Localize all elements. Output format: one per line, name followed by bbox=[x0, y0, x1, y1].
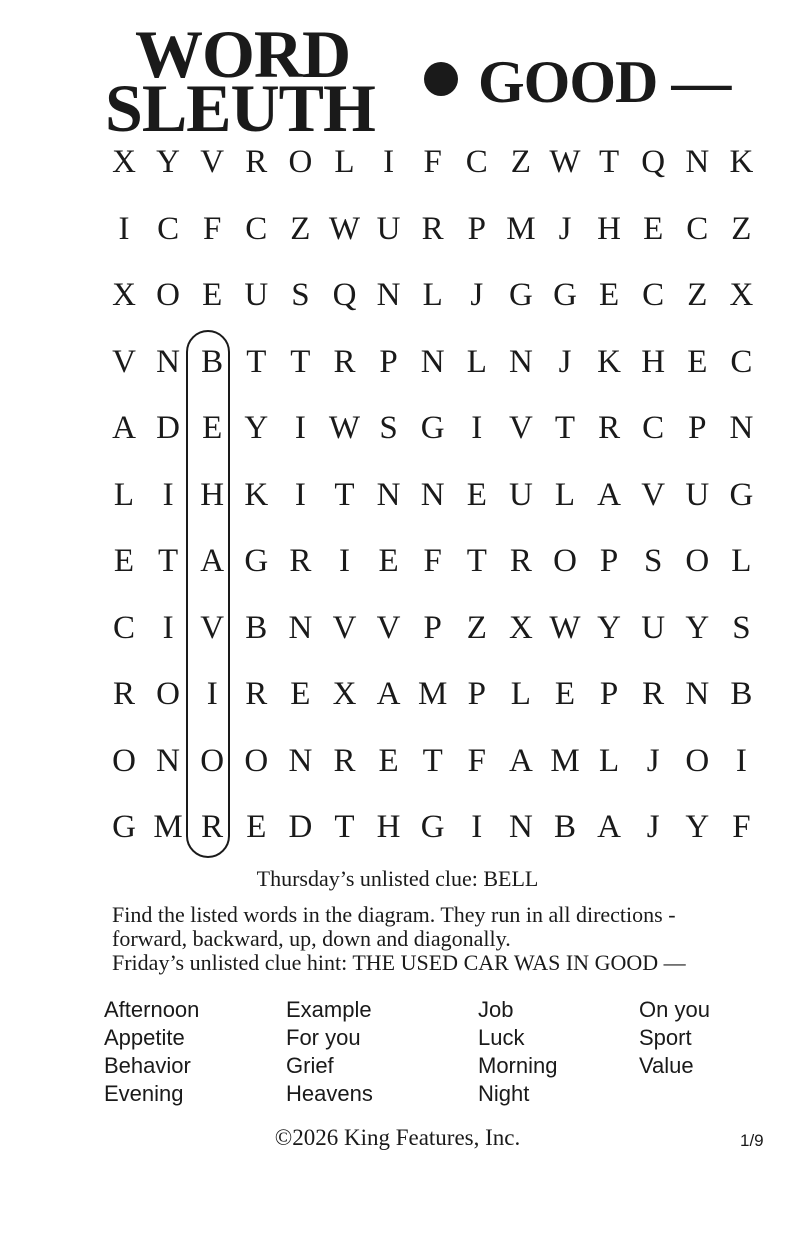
grid-letter[interactable]: I bbox=[162, 609, 174, 646]
grid-letter[interactable]: P bbox=[688, 410, 707, 446]
grid-letter[interactable]: G bbox=[244, 543, 269, 579]
grid-letter[interactable]: E bbox=[378, 742, 399, 779]
word-list-item[interactable]: Luck bbox=[478, 1025, 525, 1050]
grid-letter[interactable]: T bbox=[334, 476, 355, 513]
grid-letter[interactable]: T bbox=[422, 742, 443, 779]
word-list-item[interactable]: Value bbox=[639, 1053, 694, 1078]
clue-hint: Friday’s unlisted clue hint: THE USED CAR WAS IN GOOD — bbox=[112, 950, 686, 975]
grid-letter[interactable]: U bbox=[508, 476, 533, 513]
grid-letter[interactable]: U bbox=[376, 210, 401, 247]
grid-letter[interactable]: O bbox=[685, 543, 710, 579]
grid-letter[interactable]: F bbox=[467, 742, 486, 779]
grid-letter[interactable]: X bbox=[332, 676, 357, 712]
grid-letter[interactable]: C bbox=[642, 410, 665, 446]
page-number: 1/9 bbox=[740, 1131, 764, 1150]
grid-letter[interactable]: S bbox=[291, 277, 310, 313]
grid-letter[interactable]: M bbox=[550, 742, 580, 779]
grid-letter[interactable]: Z bbox=[466, 609, 487, 646]
grid-letter[interactable]: V bbox=[376, 609, 401, 646]
grid-letter[interactable]: R bbox=[421, 210, 444, 247]
grid-letter[interactable]: T bbox=[554, 410, 576, 446]
word-list-item[interactable]: Evening bbox=[104, 1081, 184, 1106]
grid-letter[interactable]: K bbox=[729, 144, 754, 180]
word-list-column bbox=[286, 996, 373, 1108]
grid-letter[interactable]: X bbox=[508, 609, 533, 646]
grid-letter[interactable]: E bbox=[687, 343, 708, 380]
grid-letter[interactable]: B bbox=[245, 609, 268, 646]
grid-letter[interactable]: D bbox=[288, 809, 313, 845]
grid-letter[interactable]: Q bbox=[332, 277, 357, 313]
title-word: WORD bbox=[135, 16, 351, 92]
grid-letter[interactable]: Y bbox=[244, 410, 269, 446]
grid-letter[interactable]: Y bbox=[156, 144, 181, 180]
grid-letter[interactable]: A bbox=[508, 742, 533, 779]
word-list-item[interactable]: Morning bbox=[478, 1053, 558, 1078]
grid-letter[interactable]: G bbox=[112, 809, 136, 845]
grid-letter[interactable]: E bbox=[246, 809, 267, 845]
grid-letter[interactable]: O bbox=[112, 742, 136, 779]
grid-letter[interactable]: R bbox=[598, 410, 621, 446]
grid-letter[interactable]: O bbox=[553, 543, 577, 579]
grid-letter[interactable]: V bbox=[508, 410, 533, 446]
grid-letter[interactable]: J bbox=[558, 210, 572, 247]
grid-letter[interactable]: E bbox=[113, 543, 135, 579]
grid-letter[interactable]: I bbox=[118, 210, 130, 247]
grid-letter[interactable]: F bbox=[203, 210, 222, 247]
grid-letter[interactable]: E bbox=[466, 476, 487, 513]
grid-letter[interactable]: O bbox=[156, 676, 181, 712]
grid-letter[interactable]: V bbox=[112, 343, 136, 380]
grid-letter[interactable]: V bbox=[332, 609, 357, 646]
grid-letter[interactable]: J bbox=[646, 809, 660, 845]
title-sleuth: SLEUTH bbox=[105, 70, 375, 146]
grid-letter[interactable]: I bbox=[735, 742, 747, 779]
grid-letter[interactable]: A bbox=[376, 676, 401, 712]
word-list-item[interactable]: For you bbox=[286, 1025, 361, 1050]
grid-letter[interactable]: N bbox=[288, 609, 313, 646]
grid-letter[interactable]: U bbox=[244, 277, 269, 313]
grid-letter[interactable]: N bbox=[420, 343, 445, 380]
grid-letter[interactable]: L bbox=[422, 277, 443, 313]
word-list-column bbox=[104, 996, 199, 1108]
grid-letter[interactable]: I bbox=[471, 410, 483, 446]
grid-letter[interactable]: Z bbox=[510, 144, 531, 180]
grid-letter[interactable]: W bbox=[328, 410, 361, 446]
word-list-column bbox=[639, 996, 710, 1080]
grid-letter[interactable]: T bbox=[246, 343, 267, 380]
grid-letter[interactable]: S bbox=[732, 609, 751, 646]
word-list-item[interactable]: Appetite bbox=[104, 1025, 185, 1050]
grid-letter[interactable]: E bbox=[202, 277, 223, 313]
grid-letter[interactable]: C bbox=[686, 210, 709, 247]
grid-letter[interactable]: P bbox=[379, 343, 398, 380]
word-list-item[interactable]: Heavens bbox=[286, 1081, 373, 1106]
grid-letter[interactable]: V bbox=[641, 476, 666, 513]
grid-letter[interactable]: F bbox=[423, 543, 442, 579]
word-list-item[interactable]: Grief bbox=[286, 1053, 334, 1078]
grid-letter[interactable]: C bbox=[465, 144, 488, 180]
word-list-item[interactable]: Sport bbox=[639, 1025, 692, 1050]
grid-letter[interactable]: H bbox=[597, 210, 622, 247]
grid-letter[interactable]: N bbox=[376, 277, 401, 313]
grid-letter[interactable]: T bbox=[290, 343, 311, 380]
word-list-item[interactable]: On you bbox=[639, 997, 710, 1022]
grid-letter[interactable]: B bbox=[730, 676, 753, 712]
grid-letter[interactable]: X bbox=[112, 144, 136, 180]
grid-letter[interactable]: G bbox=[729, 476, 754, 513]
grid-letter[interactable]: L bbox=[554, 476, 576, 513]
grid-letter[interactable]: R bbox=[509, 543, 532, 579]
grid-letter[interactable]: O bbox=[156, 277, 181, 313]
grid-letter[interactable]: P bbox=[467, 210, 486, 247]
grid-letter[interactable]: I bbox=[294, 476, 306, 513]
grid-letter[interactable]: I bbox=[294, 410, 306, 446]
grid-letter[interactable]: V bbox=[200, 144, 225, 180]
grid-letter[interactable]: L bbox=[510, 676, 531, 712]
grid-letter[interactable]: J bbox=[470, 277, 484, 313]
word-list-item[interactable]: Example bbox=[286, 997, 372, 1022]
grid-letter[interactable]: I bbox=[206, 676, 218, 712]
grid-letter[interactable]: M bbox=[418, 676, 448, 712]
grid-letter[interactable]: U bbox=[641, 609, 666, 646]
grid-letter[interactable]: B bbox=[201, 343, 224, 380]
grid-letter[interactable]: Z bbox=[687, 277, 708, 313]
grid-letter[interactable]: T bbox=[599, 144, 620, 180]
grid-letter[interactable]: L bbox=[731, 543, 752, 579]
grid-letter[interactable]: W bbox=[549, 609, 581, 646]
grid-letter[interactable]: R bbox=[112, 676, 135, 712]
grid-letter[interactable]: P bbox=[467, 676, 486, 712]
grid-letter[interactable]: A bbox=[200, 543, 225, 579]
grid-letter[interactable]: J bbox=[558, 343, 572, 380]
grid-letter[interactable]: L bbox=[599, 742, 620, 779]
grid-letter[interactable]: Y bbox=[597, 609, 622, 646]
grid-letter[interactable]: R bbox=[201, 809, 224, 845]
grid-letter[interactable]: R bbox=[245, 144, 268, 180]
grid-letter[interactable]: S bbox=[644, 543, 663, 579]
grid-letter[interactable]: T bbox=[334, 809, 355, 845]
grid-letter[interactable]: X bbox=[729, 277, 754, 313]
grid-letter[interactable]: G bbox=[508, 277, 533, 313]
grid-letter[interactable]: R bbox=[333, 343, 356, 380]
grid-letter[interactable]: Y bbox=[685, 609, 710, 646]
grid-letter[interactable]: F bbox=[732, 809, 751, 845]
grid-letter[interactable]: G bbox=[420, 809, 445, 845]
grid-letter[interactable]: P bbox=[423, 609, 442, 646]
puzzle-theme: GOOD — bbox=[478, 49, 731, 115]
grid-letter[interactable]: N bbox=[156, 742, 181, 779]
grid-letter[interactable]: N bbox=[376, 476, 401, 513]
word-list-column bbox=[478, 996, 557, 1108]
grid-letter[interactable]: E bbox=[643, 210, 664, 247]
grid-letter[interactable]: I bbox=[339, 543, 350, 579]
grid-letter[interactable]: O bbox=[200, 742, 225, 779]
instructions bbox=[112, 903, 772, 975]
grid-letter[interactable]: W bbox=[328, 210, 361, 247]
grid-letter[interactable]: K bbox=[244, 476, 269, 513]
grid-letter[interactable]: X bbox=[112, 277, 136, 313]
grid-letter[interactable]: R bbox=[642, 676, 665, 712]
word-list-item[interactable]: Night bbox=[478, 1081, 530, 1106]
grid-letter[interactable]: C bbox=[245, 210, 268, 247]
grid-letter[interactable]: C bbox=[157, 210, 180, 247]
grid-letter[interactable]: R bbox=[289, 543, 312, 579]
grid-letter[interactable]: C bbox=[642, 277, 665, 313]
grid-letter[interactable]: E bbox=[554, 676, 576, 712]
grid-letter[interactable]: A bbox=[597, 476, 622, 513]
grid-letter[interactable]: J bbox=[646, 742, 660, 779]
previous-clue: Thursday’s unlisted clue: BELL bbox=[256, 866, 539, 891]
grid-letter[interactable]: N bbox=[420, 476, 445, 513]
grid-letter[interactable]: T bbox=[158, 543, 179, 579]
grid-letter[interactable]: C bbox=[730, 343, 753, 380]
grid-letter[interactable]: M bbox=[506, 210, 536, 247]
grid-letter[interactable]: I bbox=[162, 476, 174, 513]
grid-letter[interactable]: W bbox=[549, 144, 581, 180]
grid-letter[interactable]: H bbox=[200, 476, 225, 513]
grid-letter[interactable]: N bbox=[685, 676, 710, 712]
instructions-line-2: forward, backward, up, down and diagonally. bbox=[112, 926, 511, 951]
grid-letter[interactable]: Z bbox=[290, 210, 311, 247]
grid-letter[interactable]: P bbox=[599, 676, 619, 712]
grid-letter[interactable]: R bbox=[245, 676, 268, 712]
grid-letter[interactable]: N bbox=[685, 144, 710, 180]
grid-letter[interactable]: N bbox=[508, 809, 533, 845]
grid-letter[interactable]: D bbox=[156, 410, 181, 446]
grid-letter[interactable]: C bbox=[112, 609, 135, 646]
grid-letter[interactable]: H bbox=[641, 343, 666, 380]
grid-letter[interactable]: N bbox=[288, 742, 313, 779]
found-word-circle-behavior bbox=[186, 330, 230, 858]
grid-letter[interactable]: E bbox=[290, 676, 311, 712]
grid-letter[interactable]: E bbox=[599, 277, 620, 313]
grid-letter[interactable]: B bbox=[553, 809, 576, 845]
grid-letter[interactable]: G bbox=[420, 410, 445, 446]
grid-letter[interactable]: L bbox=[113, 476, 135, 513]
grid-letter[interactable]: O bbox=[685, 742, 710, 779]
grid-letter[interactable]: L bbox=[334, 144, 355, 180]
grid-letter[interactable]: N bbox=[156, 343, 181, 380]
grid-letter[interactable]: F bbox=[423, 144, 442, 180]
grid-letter[interactable]: P bbox=[599, 543, 619, 579]
grid-letter[interactable]: O bbox=[288, 144, 313, 180]
grid-letter[interactable]: G bbox=[553, 277, 577, 313]
grid-letter[interactable]: N bbox=[729, 410, 754, 446]
grid-letter[interactable]: I bbox=[471, 809, 483, 845]
grid-letter[interactable]: I bbox=[383, 144, 395, 180]
grid-letter[interactable]: Q bbox=[641, 144, 666, 180]
grid-letter[interactable]: V bbox=[200, 609, 225, 646]
grid-letter[interactable]: N bbox=[508, 343, 533, 380]
grid-letter[interactable]: E bbox=[202, 410, 223, 446]
grid-letter[interactable]: U bbox=[685, 476, 710, 513]
grid-letter[interactable]: Z bbox=[731, 210, 752, 247]
grid-letter[interactable]: H bbox=[376, 809, 401, 845]
grid-letter[interactable]: Y bbox=[685, 809, 710, 845]
grid-letter[interactable]: O bbox=[244, 742, 269, 779]
grid-letter[interactable]: E bbox=[378, 543, 399, 579]
grid-letter[interactable]: A bbox=[597, 809, 622, 845]
grid-letter[interactable]: S bbox=[379, 410, 398, 446]
grid-letter[interactable]: R bbox=[333, 742, 356, 779]
word-list-item[interactable]: Afternoon bbox=[104, 997, 200, 1022]
grid-letter[interactable]: M bbox=[153, 809, 183, 845]
instructions-line-1: Find the listed words in the diagram. They run in all directions - bbox=[112, 902, 676, 927]
grid-letter[interactable]: K bbox=[597, 343, 622, 380]
grid-letter[interactable]: L bbox=[466, 343, 487, 380]
word-list-item[interactable]: Job bbox=[478, 997, 514, 1022]
grid-letter[interactable]: T bbox=[466, 543, 487, 579]
grid-letter[interactable]: A bbox=[112, 410, 136, 446]
copyright: ©2026 King Features, Inc. bbox=[274, 1125, 521, 1150]
word-list-item[interactable]: Behavior bbox=[104, 1053, 191, 1078]
